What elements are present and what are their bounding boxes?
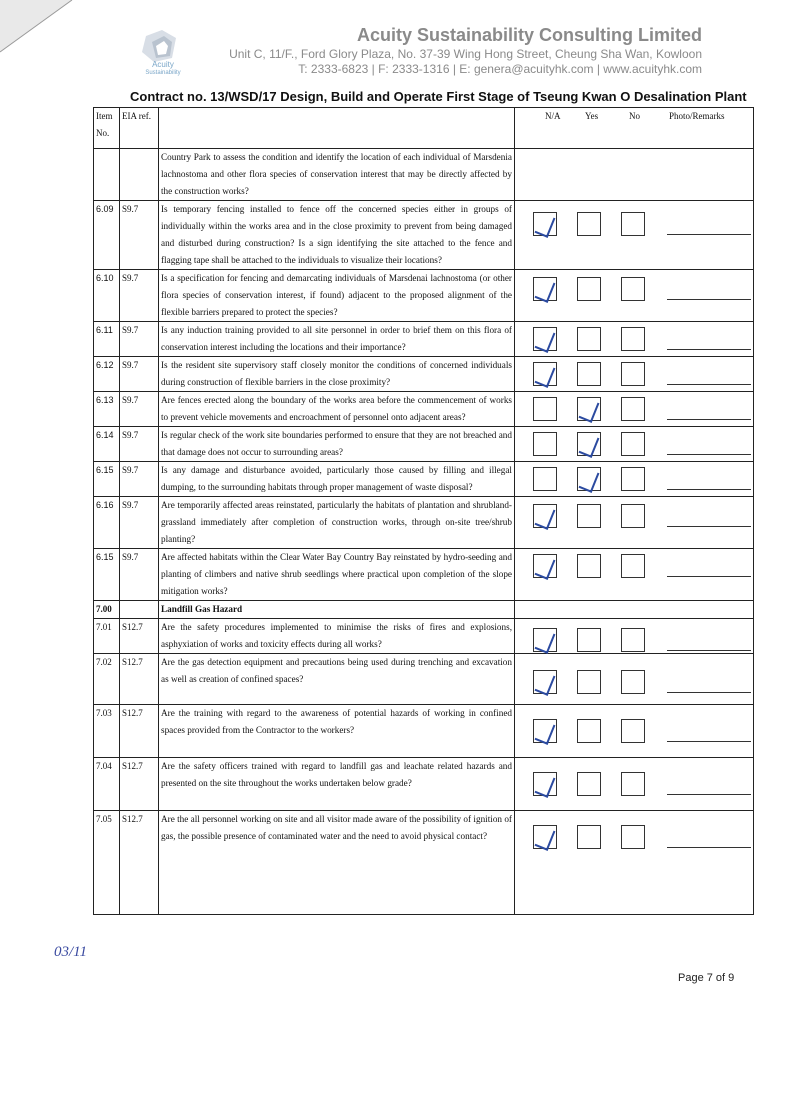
check-cell — [515, 601, 754, 619]
checklist-question: Is temporary fencing installed to fence off the concerned species either in groups of individually within the works area and in the close proximity to prevent from being damaged and disturbed during construction? Is a sign identifying the site attached to the fence and flagging tape shall be attached to the individuals to visualize their locations? — [159, 201, 515, 270]
table-header-row — [94, 108, 754, 149]
check-cell — [515, 811, 754, 915]
table-row — [94, 549, 754, 601]
col-na-header: N/A — [545, 111, 561, 121]
table-row — [94, 497, 754, 549]
checklist-question: Are fences erected along the boundary of the works area before the commencement of works to prevent vehicle movements and encroachment of personnel onto adjacent areas? — [159, 392, 515, 427]
checklist-question: Is a specification for fencing and demarcating individuals of Marsdenai lachnostoma (or other flora species of conservation interest, if found) adjacent to the proposed alignment of the flexible barriers prepared to protect the species? — [159, 270, 515, 322]
checklist-question: Are the gas detection equipment and precautions being used during trenching and excavation as well as creation of confined spaces? — [159, 654, 515, 705]
remarks-line — [667, 419, 751, 420]
table-row — [94, 462, 754, 497]
checkbox-no[interactable] — [621, 277, 645, 301]
eia-ref: S9.7 — [120, 549, 159, 601]
remarks-line — [667, 847, 751, 848]
checkbox-yes[interactable] — [577, 719, 601, 743]
col-question-header — [159, 108, 515, 149]
remarks-line — [667, 741, 751, 742]
checkbox-yes[interactable] — [577, 504, 601, 528]
remarks-line — [667, 794, 751, 795]
checkbox-na[interactable] — [533, 554, 557, 578]
check-cell — [515, 392, 754, 427]
checkbox-na[interactable] — [533, 504, 557, 528]
checkbox-yes[interactable] — [577, 397, 601, 421]
eia-ref: S9.7 — [120, 462, 159, 497]
table-row — [94, 619, 754, 654]
table-row — [94, 322, 754, 357]
remarks-line — [667, 384, 751, 385]
check-cell — [515, 270, 754, 322]
remarks-line — [667, 234, 751, 235]
checkbox-yes[interactable] — [577, 772, 601, 796]
check-cell — [515, 654, 754, 705]
section-title: Landfill Gas Hazard — [159, 601, 515, 619]
check-cell — [515, 758, 754, 811]
checkbox-no[interactable] — [621, 504, 645, 528]
eia-ref: S9.7 — [120, 392, 159, 427]
checklist-question: Are the safety procedures implemented to minimise the risks of fires and explosions, asphyxiation of works and toxicity effects during all works? — [159, 619, 515, 654]
item-number: 6.09 — [94, 201, 120, 270]
check-cell — [515, 322, 754, 357]
checkbox-no[interactable] — [621, 467, 645, 491]
checkbox-na[interactable] — [533, 277, 557, 301]
checkbox-no[interactable] — [621, 772, 645, 796]
page-number: Page 7 of 9 — [678, 972, 735, 984]
remarks-line — [667, 526, 751, 527]
handwritten-date: 03/11 — [54, 944, 88, 960]
checkbox-na[interactable] — [533, 670, 557, 694]
check-cell — [515, 619, 754, 654]
remarks-line — [667, 299, 751, 300]
eia-ref: S9.7 — [120, 270, 159, 322]
logo-wordmark: Acuity Sustainability — [145, 60, 181, 76]
remarks-line — [667, 576, 751, 577]
remarks-line — [667, 454, 751, 455]
item-number: 7.02 — [94, 654, 120, 705]
checklist-question: Is any induction training provided to all site personnel in order to brief them on this flora of conservation interest including the locations and their importance? — [159, 322, 515, 357]
item-number: 7.05 — [94, 811, 120, 915]
company-address: Unit C, 11/F., Ford Glory Plaza, No. 37-39 Wing Hong Street, Cheung Sha Wan, Kowloon T: 2333-6823 | F: 2333-1316 | E: genera@acuityhk.com | www.acuityhk.com — [229, 47, 702, 76]
item-number: 6.15 — [94, 462, 120, 497]
table-row — [94, 201, 754, 270]
checklist-question: Are the training with regard to the awareness of potential hazards of working in confined spaces provided from the Contractor to the workers? — [159, 705, 515, 758]
item-number: 6.14 — [94, 427, 120, 462]
table-row — [94, 149, 754, 201]
checkbox-na[interactable] — [533, 327, 557, 351]
section-row — [94, 601, 754, 619]
check-cell — [515, 427, 754, 462]
item-number: 6.11 — [94, 322, 120, 357]
checkbox-na[interactable] — [533, 362, 557, 386]
item-number: 6.15 — [94, 549, 120, 601]
eia-ref: S9.7 — [120, 201, 159, 270]
checkbox-no[interactable] — [621, 628, 645, 652]
eia-ref: S12.7 — [120, 619, 159, 654]
eia-ref: S12.7 — [120, 811, 159, 915]
check-cell — [515, 462, 754, 497]
remarks-line — [667, 692, 751, 693]
remarks-line — [667, 650, 751, 651]
check-cell — [515, 201, 754, 270]
item-number: 6.10 — [94, 270, 120, 322]
table-row — [94, 357, 754, 392]
checkbox-na[interactable] — [533, 772, 557, 796]
col-no-header: No — [629, 111, 640, 121]
checkbox-no[interactable] — [621, 362, 645, 386]
checkbox-yes[interactable] — [577, 432, 601, 456]
col-eia-header: EIA ref. — [120, 108, 159, 149]
checkbox-no[interactable] — [621, 327, 645, 351]
eia-ref: S9.7 — [120, 427, 159, 462]
col-yes-header: Yes — [585, 111, 599, 121]
checkbox-yes[interactable] — [577, 467, 601, 491]
remarks-line — [667, 349, 751, 350]
checklist-question: Is any damage and disturbance avoided, particularly those caused by filling and illegal dumping, to the surrounding habitats through proper management of waste disposal? — [159, 462, 515, 497]
checkbox-yes[interactable] — [577, 628, 601, 652]
contract-title: Contract no. 13/WSD/17 Design, Build and Operate First Stage of Tseung Kwan O Desalination Plant — [130, 89, 747, 104]
checkbox-yes[interactable] — [577, 362, 601, 386]
remarks-line — [667, 489, 751, 490]
item-number — [94, 149, 120, 201]
check-cell — [515, 497, 754, 549]
checklist-question: Is the resident site supervisory staff closely monitor the conditions of concerned individuals during construction of flexible barriers in the close proximity? — [159, 357, 515, 392]
eia-ref: S9.7 — [120, 357, 159, 392]
table-row — [94, 392, 754, 427]
eia-ref — [120, 149, 159, 201]
checkbox-no[interactable] — [621, 670, 645, 694]
table-row — [94, 270, 754, 322]
checkbox-no[interactable] — [621, 397, 645, 421]
checkbox-yes[interactable] — [577, 277, 601, 301]
checklist-question: Are the all personnel working on site and all visitor made aware of the possibility of ignition of gas, the possible presence of contaminated water and the need to avoid physical contact? — [159, 811, 515, 915]
check-cell — [515, 705, 754, 758]
checkbox-no[interactable] — [621, 825, 645, 849]
check-cell — [515, 357, 754, 392]
checklist-question: Are the safety officers trained with regard to landfill gas and leachate related hazards and presented on the site throughout the works undertaken below grade? — [159, 758, 515, 811]
checkbox-yes[interactable] — [577, 212, 601, 236]
eia-ref: S9.7 — [120, 322, 159, 357]
table-row — [94, 654, 754, 705]
checkbox-na[interactable] — [533, 432, 557, 456]
eia-ref: S9.7 — [120, 497, 159, 549]
table-row — [94, 811, 754, 915]
checkbox-yes[interactable] — [577, 670, 601, 694]
checklist-question: Is regular check of the work site boundaries performed to ensure that they are not breached and that damage does not occur to surrounding areas? — [159, 427, 515, 462]
checkbox-na[interactable] — [533, 628, 557, 652]
checkbox-na[interactable] — [533, 212, 557, 236]
table-row — [94, 427, 754, 462]
eia-ref: S12.7 — [120, 705, 159, 758]
item-number: 6.13 — [94, 392, 120, 427]
checklist-table — [93, 107, 754, 915]
check-cell — [515, 549, 754, 601]
check-cell — [515, 149, 754, 201]
item-number: 7.00 — [94, 601, 120, 619]
checkbox-no[interactable] — [621, 719, 645, 743]
checkbox-na[interactable] — [533, 719, 557, 743]
table-row — [94, 758, 754, 811]
item-number: 7.04 — [94, 758, 120, 811]
col-remarks-header: Photo/Remarks — [669, 111, 725, 121]
eia-ref: S12.7 — [120, 654, 159, 705]
checkbox-no[interactable] — [621, 554, 645, 578]
col-check-headers — [515, 108, 754, 149]
col-item-header: Item No. — [94, 108, 120, 149]
item-number: 7.03 — [94, 705, 120, 758]
checklist-question: Are affected habitats within the Clear Water Bay Country Bay reinstated by hydro-seeding and planting of climbers and native shrub seedlings where practical upon completion of the slope mitigation works? — [159, 549, 515, 601]
item-number: 7.01 — [94, 619, 120, 654]
eia-ref — [120, 601, 159, 619]
checkbox-no[interactable] — [621, 212, 645, 236]
eia-ref: S12.7 — [120, 758, 159, 811]
checkbox-yes[interactable] — [577, 554, 601, 578]
item-number: 6.16 — [94, 497, 120, 549]
checkbox-yes[interactable] — [577, 825, 601, 849]
table-row — [94, 705, 754, 758]
company-name: Acuity Sustainability Consulting Limited — [356, 25, 702, 45]
checkbox-na[interactable] — [533, 397, 557, 421]
checklist-question: Are temporarily affected areas reinstated, particularly the habitats of plantation and shrubland-grassland immediately after completion of construction works, through on-site tree/shrub planting? — [159, 497, 515, 549]
checkbox-no[interactable] — [621, 432, 645, 456]
page-fold-corner — [0, 0, 80, 60]
checkbox-na[interactable] — [533, 467, 557, 491]
checklist-question: Country Park to assess the condition and identify the location of each individual of Marsdenia lachnostoma and other flora species of conservation interest that may be directly affected by the construction works? — [159, 149, 515, 201]
checkbox-yes[interactable] — [577, 327, 601, 351]
item-number: 6.12 — [94, 357, 120, 392]
checkbox-na[interactable] — [533, 825, 557, 849]
